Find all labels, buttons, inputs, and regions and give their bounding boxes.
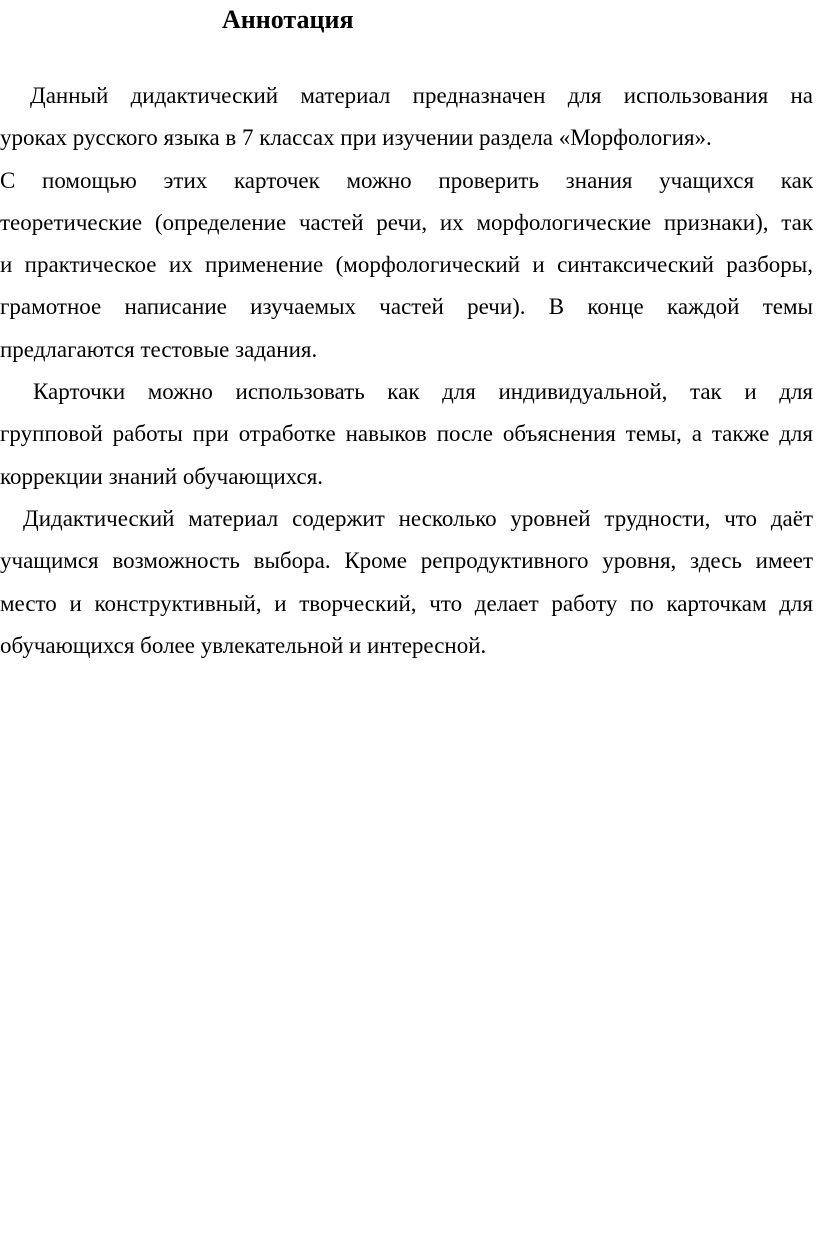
text-line: теоретические (определение частей речи, их морфологические признаки), так [0, 209, 813, 235]
text-line: Карточки можно использовать как для индивидуальной, так и для [33, 379, 813, 405]
text-line: С помощью этих карточек можно проверить знания учащихся как [0, 167, 813, 193]
text-line: Данный дидактический материал предназначен для использования на [30, 83, 813, 108]
paragraph-card-usage [0, 371, 813, 498]
text-line: и практическое их применение (морфологический и синтаксический разборы, [0, 252, 813, 278]
paragraph-knowledge-check [0, 160, 813, 371]
paragraph-difficulty-levels [0, 498, 813, 667]
document-title: Аннотация [222, 5, 354, 34]
text-line: коррекции знаний обучающихся. [0, 463, 324, 489]
text-line: грамотное написание изучаемых частей речи). В конце каждой темы [0, 294, 813, 320]
paragraph-purpose [0, 75, 813, 160]
text-line: уроках русского языка в 7 классах при изучении раздела «Морфология». [0, 125, 712, 151]
text-line: групповой работы при отработке навыков после объяснения темы, а также для [0, 421, 813, 447]
text-line: обучающихся более увлекательной и интересной. [0, 632, 487, 658]
text-line: учащимся возможность выбора. Кроме репродуктивного уровня, здесь имеет [0, 548, 813, 574]
text-line: Дидактический материал содержит несколько уровней трудности, что даёт [23, 505, 813, 531]
text-line: предлагаются тестовые задания. [0, 336, 318, 362]
annotation-body [0, 75, 813, 667]
text-line: место и конструктивный, и творческий, что делает работу по карточкам для [0, 590, 813, 616]
